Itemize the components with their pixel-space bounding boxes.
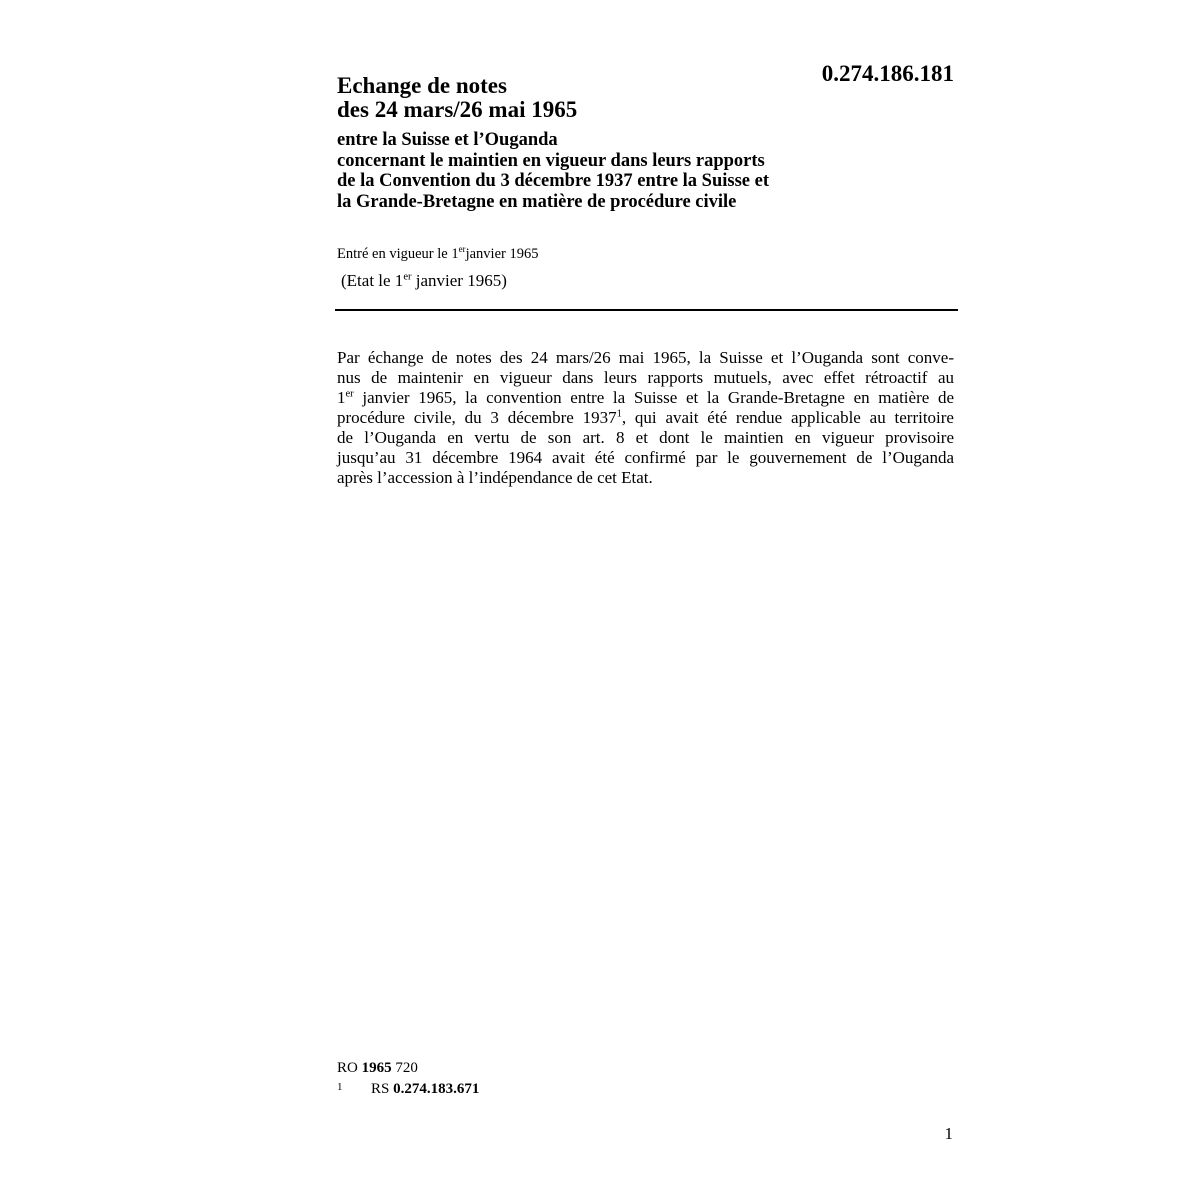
body-line-4 [337, 408, 954, 428]
body-line-6: jusqu’au 31 décembre 1964 avait été confirmé par le gouvernement de l’Ouganda [337, 448, 954, 467]
body-line-7: après l’accession à l’indépendance de cet Etat. [337, 468, 653, 487]
body-line-3-prefix: 1 [337, 388, 346, 407]
body-line-4-after: , qui avait été rendue applicable au territoire [621, 408, 954, 427]
state-suffix: janvier 1965) [411, 271, 507, 290]
body-line-1: Par échange de notes des 24 mars/26 mai 1965, la Suisse et l’Ouganda sont conve- [337, 348, 954, 367]
state-date [341, 270, 507, 291]
body-line-3-sup: er [345, 388, 354, 400]
body-paragraph [337, 348, 954, 488]
ro-year: 1965 [361, 1060, 392, 1076]
body-line-3-rest: janvier 1965, la convention entre la Suisse et la Grande-Bretagne en matière de [353, 388, 954, 407]
title-line-2: des 24 mars/26 mai 1965 [337, 97, 578, 122]
entry-into-force [337, 245, 538, 263]
title-block [337, 74, 957, 212]
sr-number: 0.274.186.181 [821, 61, 954, 86]
footnote-prefix: RS [371, 1081, 394, 1097]
ro-prefix: RO [337, 1060, 362, 1076]
body-line-4-before: procédure civile, du 3 décembre 1937 [337, 408, 617, 427]
footnote-reference[interactable]: 1 [616, 408, 622, 420]
footnote-rs-ref[interactable]: 0.274.183.671 [393, 1081, 480, 1097]
ro-page: 720 [391, 1060, 418, 1076]
subtitle [337, 130, 957, 212]
footnote-number: 1 [337, 1081, 343, 1093]
body-line-2: nus de maintenir en vigueur dans leurs rapports mutuels, avec effet rétroactif au [337, 368, 954, 387]
in-force-prefix: Entré en vigueur le 1 [337, 246, 459, 262]
page-number: 1 [944, 1124, 953, 1143]
in-force-sup: er [458, 244, 466, 255]
body-line-3 [337, 388, 954, 408]
subtitle-line-4: la Grande-Bretagne en matière de procédure civile [337, 191, 737, 212]
state-sup: er [403, 271, 412, 283]
state-prefix: (Etat le 1 [341, 271, 404, 290]
footnote [337, 1080, 479, 1098]
body-line-5: de l’Ouganda en vertu de son art. 8 et dont le maintien en vigueur provisoire [337, 428, 954, 447]
title-line-1: Echange de notes [337, 73, 507, 98]
subtitle-line-2: concernant le maintien en vigueur dans leurs rapports [337, 150, 765, 171]
header-divider [335, 309, 958, 311]
subtitle-line-1: entre la Suisse et l’Ouganda [337, 130, 558, 150]
subtitle-line-3: de la Convention du 3 décembre 1937 entre la Suisse et [337, 171, 770, 191]
in-force-suffix: janvier 1965 [465, 246, 539, 262]
ro-reference [337, 1059, 418, 1077]
